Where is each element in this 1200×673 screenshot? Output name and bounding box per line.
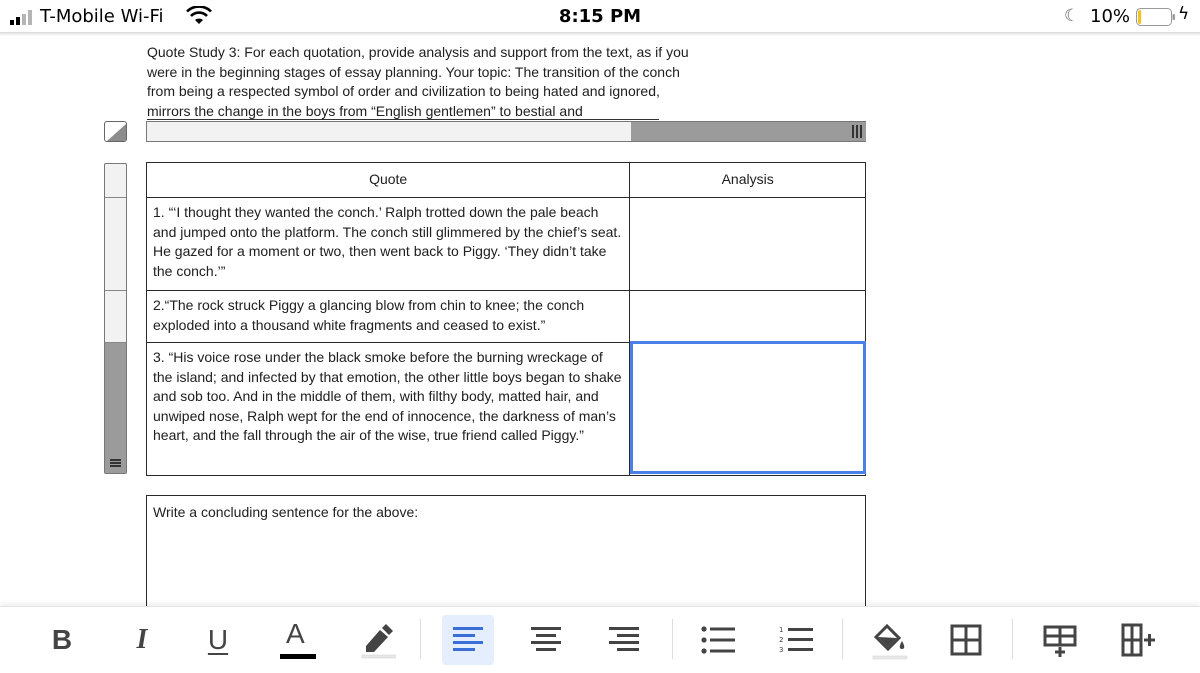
quote-cell-3[interactable]: 3. “His voice rose under the black smoke before the burning wreckage of the island; and infected by that emotion, the other little boys began to shake and sob too. And in the middle of them, with filthy body, matted hair, and unwiped nose, Ralph wept for the end of innocence, the darkness of man’s heart, and the fall through the air of the wise, true friend called Piggy.”: [147, 343, 630, 476]
table-header-row: [147, 163, 866, 198]
highlight-icon: [356, 620, 396, 660]
conclusion-prompt: Write a concluding sentence for the above:: [153, 504, 419, 520]
quote-analysis-table: [146, 162, 866, 476]
quote-study-instructions: Quote Study 3: For each quotation, provide analysis and support from the text, as if you were in the beginning stages of essay planning. Your topic: The transition of the conch from being a respected symbol of order and civilization to being hated and ignored, mirrors the change in the boys from “English gentlemen” to bestial and: [147, 44, 689, 119]
battery-percentage: 10%: [1090, 6, 1131, 27]
quote-cell-1[interactable]: 1. “‘I thought they wanted the conch.’ Ralph trotted down the pale beach and jumped onto the platform. The conch still glimmered by the chief’s seat. He gazed for a moment or two, then went back to Piggy. ‘They didn’t take the conch.’”: [147, 198, 630, 291]
insert-column-button[interactable]: [1112, 615, 1164, 665]
text-color-swatch: [280, 654, 316, 659]
select-table-button[interactable]: [104, 121, 127, 142]
analysis-cell-3[interactable]: [630, 343, 866, 476]
italic-icon: I: [136, 624, 148, 655]
text-color-button[interactable]: [270, 615, 322, 665]
align-center-button[interactable]: [520, 615, 572, 665]
bold-button[interactable]: [36, 615, 88, 665]
analysis-cell-2[interactable]: [630, 291, 866, 343]
status-bar: [0, 0, 1200, 34]
bulleted-list-icon: [701, 626, 735, 654]
cellular-signal-icon: [10, 9, 36, 25]
table-borders-button[interactable]: [940, 615, 992, 665]
bulleted-list-button[interactable]: [692, 615, 744, 665]
bold-icon: B: [51, 624, 73, 655]
toolbar-separator: [1012, 619, 1013, 659]
formatting-toolbar: [0, 606, 1200, 673]
row-ruler-segment-header[interactable]: [105, 164, 126, 198]
row-selection-ruler[interactable]: [104, 163, 127, 474]
insert-column-icon: [1121, 623, 1155, 657]
toolbar-separator: [420, 619, 421, 659]
intro-underline: [147, 119, 659, 120]
header-analysis[interactable]: Analysis: [630, 163, 866, 198]
table-row: [147, 198, 866, 291]
underline-icon: U: [207, 624, 229, 655]
text-color-letter: A: [286, 618, 305, 649]
insert-row-button[interactable]: [1034, 615, 1086, 665]
toolbar-separator: [842, 619, 843, 659]
italic-button[interactable]: [116, 615, 168, 665]
row-resize-handle[interactable]: [110, 459, 121, 467]
highlight-button[interactable]: [350, 615, 402, 665]
selected-column-marker[interactable]: [631, 122, 866, 141]
analysis-cell-1[interactable]: [630, 198, 866, 291]
do-not-disturb-moon-icon: ☾: [1064, 6, 1080, 26]
header-quote[interactable]: Quote: [147, 163, 630, 198]
align-left-button[interactable]: [442, 615, 494, 665]
quote-cell-2[interactable]: 2.“The rock struck Piggy a glancing blow from chin to knee; the conch exploded into a thousand white fragments and ceased to exist.”: [147, 291, 630, 343]
svg-text:2: 2: [779, 636, 784, 644]
insert-row-icon: [1043, 623, 1077, 657]
svg-text:3: 3: [779, 646, 784, 654]
toolbar-separator: [672, 619, 673, 659]
conclusion-box[interactable]: [146, 495, 866, 615]
carrier-name: T-Mobile Wi-Fi: [40, 6, 164, 27]
svg-text:1: 1: [779, 626, 784, 634]
charging-bolt-icon: ϟ: [1178, 4, 1190, 24]
table-row: [147, 343, 866, 476]
align-center-icon: [531, 626, 561, 654]
column-selection-ruler[interactable]: [146, 121, 866, 142]
status-time: 8:15 PM: [558, 6, 642, 27]
column-resize-handle[interactable]: [852, 125, 862, 138]
underline-button[interactable]: [192, 615, 244, 665]
align-right-icon: [609, 626, 639, 654]
numbered-list-icon: [779, 625, 813, 655]
cell-fill-icon: [867, 619, 909, 661]
wifi-icon: [186, 6, 212, 26]
select-all-corner-icon: [107, 124, 126, 141]
numbered-list-button[interactable]: [770, 615, 822, 665]
status-bar-shadow: [0, 32, 1200, 36]
align-right-button[interactable]: [598, 615, 650, 665]
cell-fill-button[interactable]: [862, 615, 914, 665]
row-ruler-segment-2[interactable]: [105, 291, 126, 343]
table-row: [147, 291, 866, 343]
table-borders-icon: [950, 624, 982, 656]
align-left-icon: [453, 626, 483, 654]
battery-icon: [1136, 8, 1176, 26]
selected-row-marker[interactable]: [105, 343, 126, 473]
text-color-icon: [276, 618, 316, 662]
row-ruler-segment-1[interactable]: [105, 198, 126, 291]
